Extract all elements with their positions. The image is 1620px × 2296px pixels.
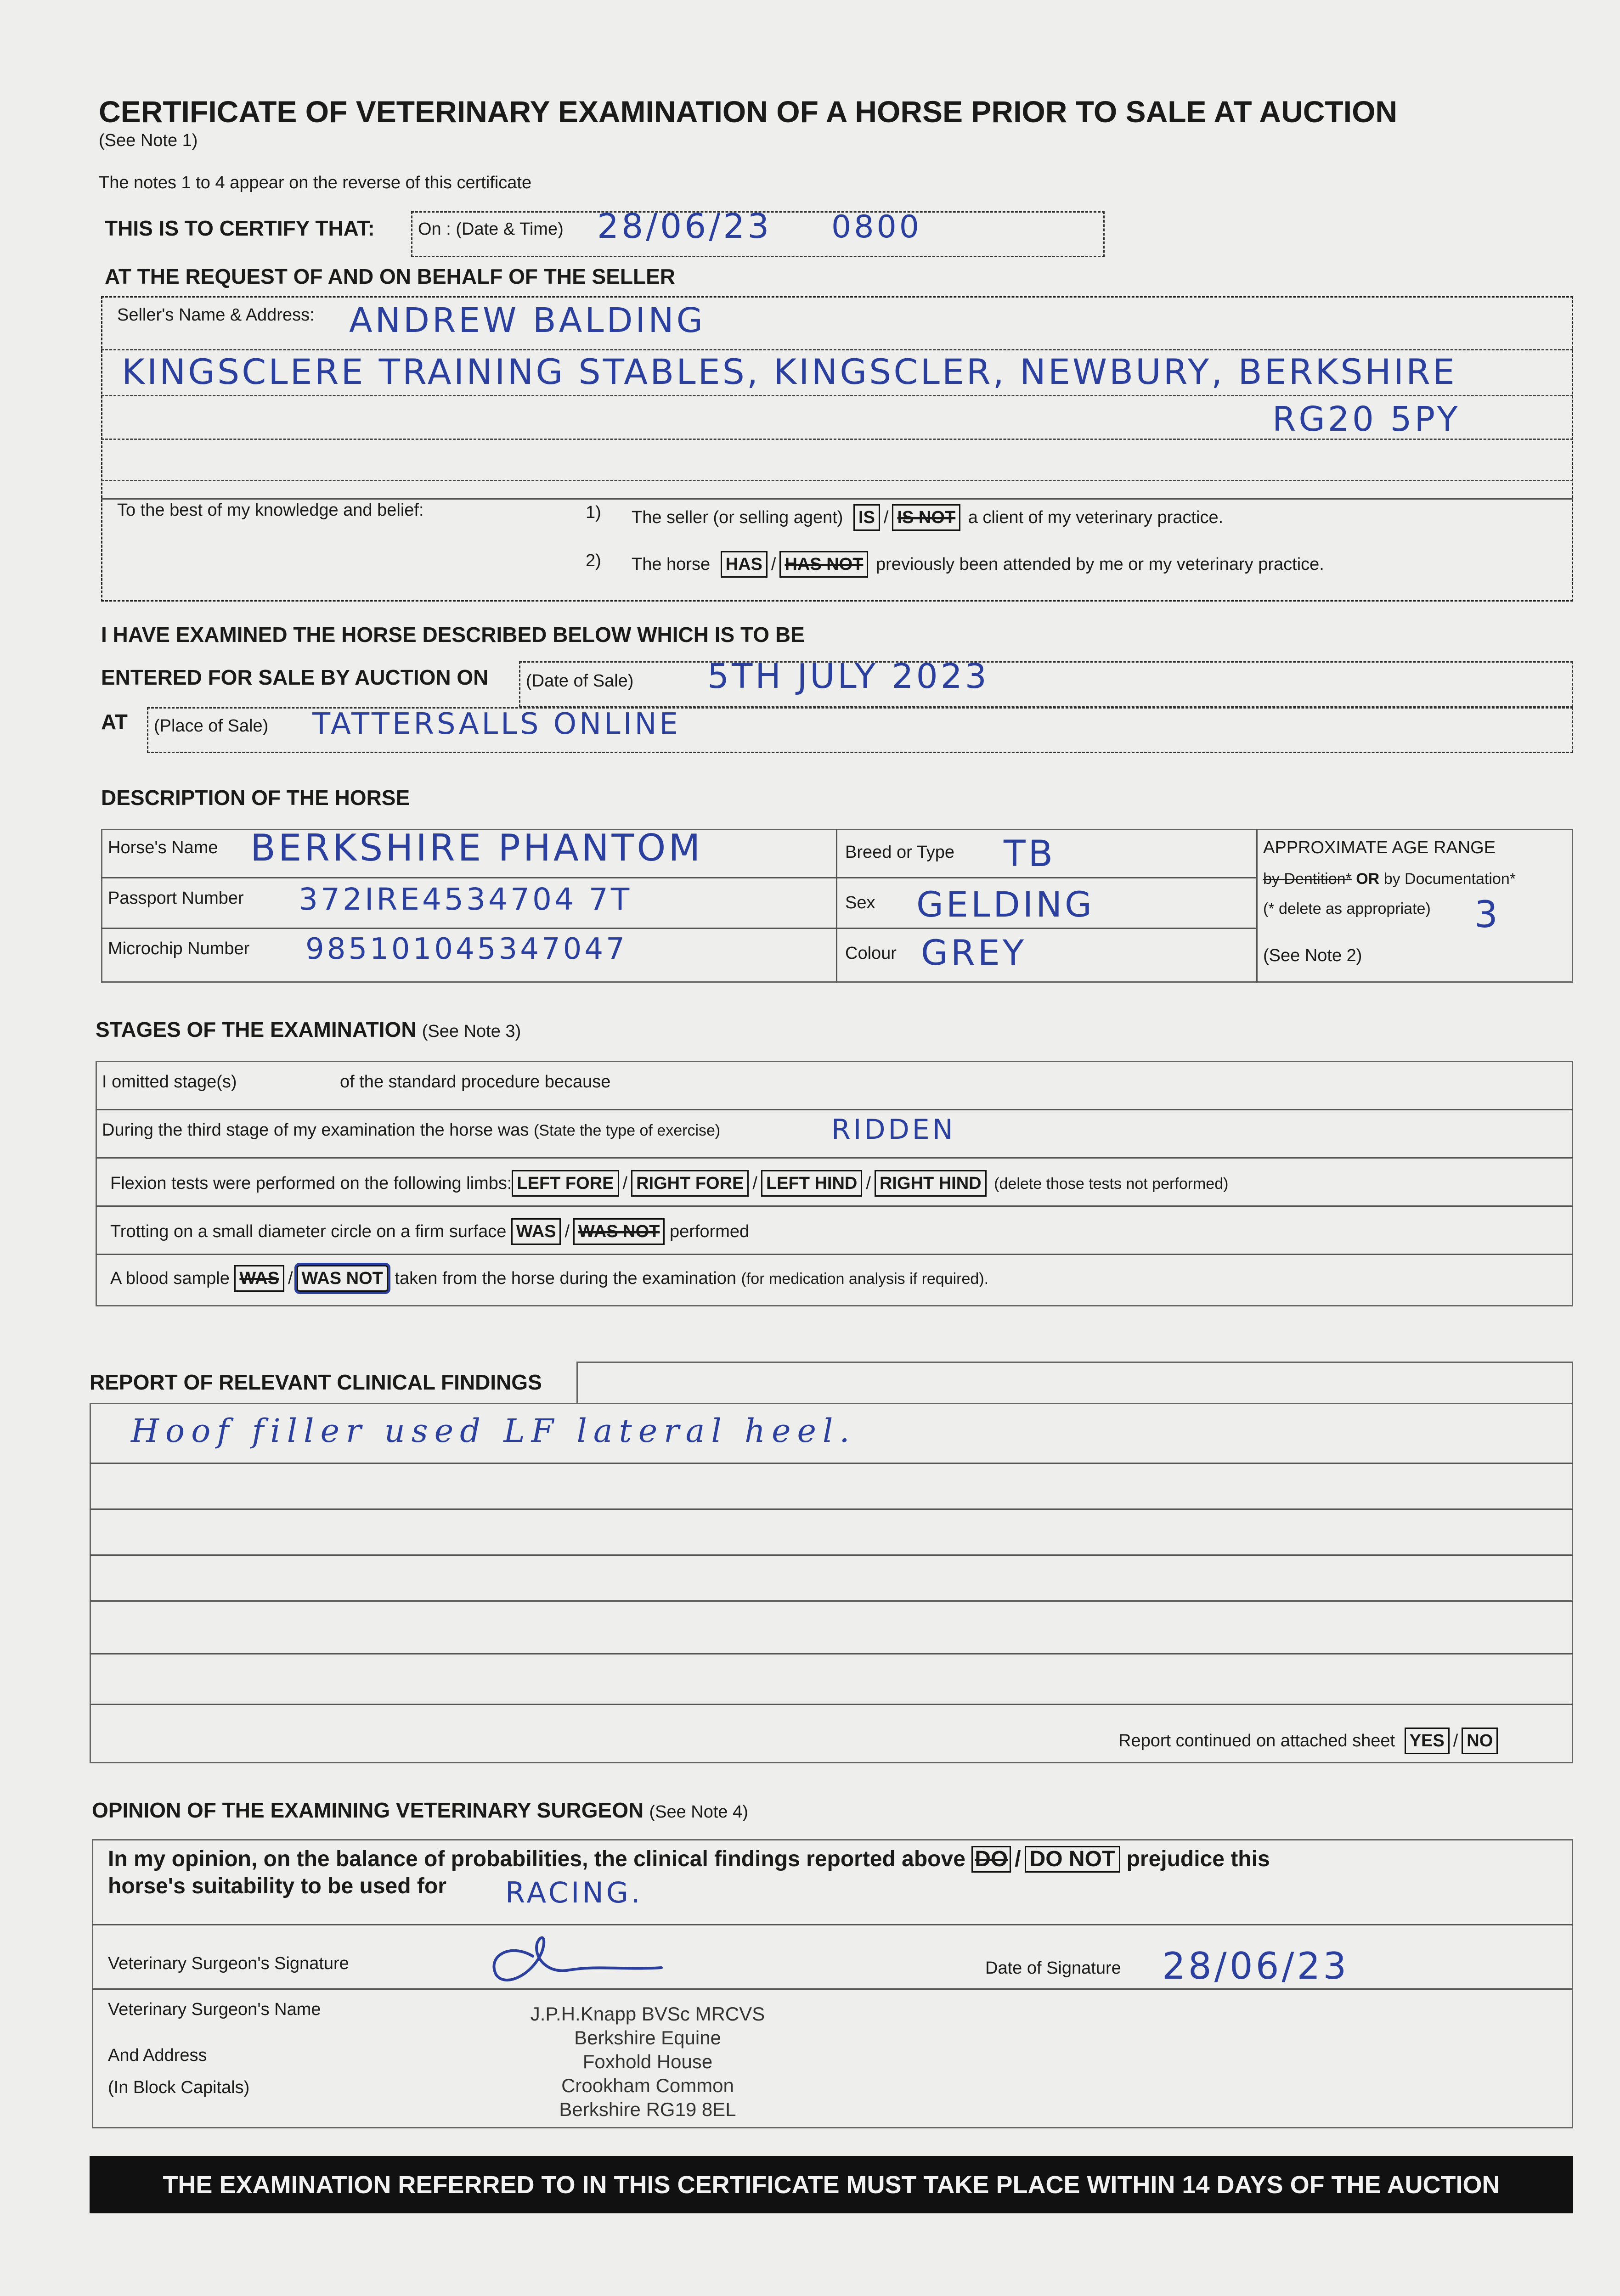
- blood-option-was[interactable]: WAS: [234, 1265, 284, 1292]
- opinion-text-line1: In my opinion, on the balance of probabilities, the clinical findings reported above DO / DO NOT prejudice this: [108, 1846, 1270, 1873]
- date-of-signature-value[interactable]: 28/06/23: [1162, 1945, 1349, 1987]
- blood-row: A blood sample WAS / WAS NOT taken from the horse during the examination (for medication analysis if required).: [110, 1265, 988, 1292]
- seller-line-4: [101, 480, 1573, 481]
- stages-divider-4: [96, 1254, 1573, 1255]
- opinion-heading: OPINION OF THE EXAMINING VETERINARY SURGEON: [92, 1798, 644, 1822]
- stages-heading-row: [96, 1017, 521, 1042]
- sale-place-value: TATTERSALLS ONLINE: [312, 707, 681, 741]
- blood-label: A blood sample: [110, 1269, 230, 1288]
- vet-name-label: Veterinary Surgeon's Name: [108, 2000, 321, 2019]
- age-heading: APPROXIMATE AGE RANGE: [1263, 838, 1496, 857]
- on-date-time-label: On : (Date & Time): [418, 219, 564, 239]
- third-stage-value[interactable]: RIDDEN: [831, 1114, 956, 1146]
- opinion-option-do-not[interactable]: DO NOT: [1025, 1846, 1121, 1873]
- trot-option-was[interactable]: WAS: [511, 1218, 561, 1245]
- opinion-heading-row: [92, 1798, 748, 1823]
- report-line-3: [90, 1554, 1573, 1556]
- date-of-signature-label: Date of Signature: [985, 1958, 1121, 1978]
- report-line-5: [90, 1653, 1573, 1654]
- third-stage-label: During the third stage of my examination the horse was: [102, 1120, 529, 1140]
- limb-right-hind[interactable]: RIGHT HIND: [875, 1170, 987, 1197]
- report-heading: REPORT OF RELEVANT CLINICAL FINDINGS: [90, 1370, 542, 1394]
- colour-value[interactable]: GREY: [921, 932, 1027, 973]
- age-value[interactable]: 3: [1474, 893, 1501, 936]
- vet-stamp-line-3: Foxhold House: [582, 2051, 713, 2072]
- desc-row-divider-2: [101, 928, 1256, 929]
- omitted-post: of the standard procedure because: [340, 1072, 611, 1092]
- continued-option-yes[interactable]: YES: [1405, 1728, 1450, 1754]
- footer-banner: [90, 2156, 1573, 2213]
- age-see-note: (See Note 2): [1263, 946, 1362, 965]
- microchip-value[interactable]: 985101045347047: [305, 932, 627, 966]
- opinion-divider-2: [92, 1988, 1573, 1990]
- horse-attended-row: The horse HAS / HAS NOT previously been attended by me or my veterinary practice.: [632, 551, 1324, 578]
- stages-divider-3: [96, 1205, 1573, 1207]
- vet-address-label: And Address: [108, 2046, 207, 2065]
- opinion-see-note: (See Note 4): [649, 1802, 748, 1822]
- vet-stamp-line-4: Crookham Common: [561, 2075, 734, 2096]
- omitted-pre: I omitted stage(s): [102, 1072, 237, 1092]
- sale-date-field[interactable]: [519, 661, 1573, 707]
- item2-post: previously been attended by me or my veterinary practice.: [876, 555, 1324, 574]
- passport-label: Passport Number: [108, 889, 244, 908]
- desc-col-divider-2: [1256, 829, 1258, 983]
- trotting-label: Trotting on a small diameter circle on a firm surface: [110, 1222, 507, 1241]
- colour-label: Colour: [845, 944, 897, 963]
- sale-date-value: 5TH JULY 2023: [707, 657, 989, 696]
- opinion-text-line2: horse's suitability to be used for: [108, 1874, 446, 1898]
- age-or: OR: [1356, 870, 1380, 888]
- suitability-use-value[interactable]: RACING.: [505, 1876, 643, 1909]
- breed-label: Breed or Type: [845, 843, 955, 862]
- item1-post: a client of my veterinary practice.: [968, 508, 1224, 527]
- age-delete-note: (* delete as appropriate): [1263, 900, 1431, 917]
- clinical-finding-text: Hoof filler used LF lateral heel.: [131, 1412, 856, 1450]
- trotting-row: Trotting on a small diameter circle on a firm surface WAS / WAS NOT performed: [110, 1218, 749, 1245]
- vet-stamp-line-2: Berkshire Equine: [574, 2027, 721, 2048]
- report-line-4: [90, 1600, 1573, 1602]
- flexion-row: Flexion tests were performed on the following limbs: LEFT FORE / RIGHT FORE / LEFT HIND / RIGHT HIND (delete those tests not performed): [110, 1170, 1228, 1197]
- option-has-not[interactable]: HAS NOT: [779, 551, 868, 578]
- vet-signature-mark[interactable]: [478, 1924, 671, 1988]
- report-line-6: [90, 1704, 1573, 1705]
- item1-pre: The seller (or selling agent): [632, 508, 843, 527]
- exam-date-value: 28/06/23: [597, 207, 772, 246]
- stages-heading: STAGES OF THE EXAMINATION: [96, 1018, 417, 1041]
- report-continued-row: Report continued on attached sheet YES / NO: [1118, 1728, 1498, 1754]
- footer-banner-text: THE EXAMINATION REFERRED TO IN THIS CERTIFICATE MUST TAKE PLACE WITHIN 14 DAYS OF THE AUCTION: [163, 2171, 1500, 2199]
- report-line-2: [90, 1508, 1573, 1510]
- vet-stamp-line-5: Berkshire RG19 8EL: [559, 2099, 736, 2120]
- third-stage-row: [102, 1120, 720, 1140]
- title-see-note: (See Note 1): [99, 131, 198, 150]
- certify-label: THIS IS TO CERTIFY THAT:: [105, 216, 375, 240]
- knowledge-label: To the best of my knowledge and belief:: [117, 501, 424, 520]
- seller-address-line1[interactable]: KINGSCLERE TRAINING STABLES, KINGSCLER, NEWBURY, BERKSHIRE: [122, 351, 1457, 392]
- microchip-label: Microchip Number: [108, 939, 250, 958]
- breed-value[interactable]: TB: [1004, 833, 1056, 875]
- trot-post: performed: [669, 1222, 750, 1241]
- item2-number: 2): [586, 551, 601, 570]
- sex-value[interactable]: GELDING: [916, 884, 1095, 925]
- blood-post: taken from the horse during the examination: [395, 1269, 736, 1288]
- option-is[interactable]: IS: [853, 504, 880, 531]
- blood-option-was-not[interactable]: WAS NOT: [297, 1265, 388, 1292]
- blood-note: (for medication analysis if required).: [741, 1270, 989, 1288]
- age-by-documentation[interactable]: by Documentation*: [1383, 870, 1516, 888]
- age-by-dentition[interactable]: by Dentition*: [1263, 870, 1352, 888]
- option-has[interactable]: HAS: [721, 551, 768, 578]
- opinion-option-do[interactable]: DO: [971, 1846, 1011, 1873]
- entered-label: ENTERED FOR SALE BY AUCTION ON: [101, 665, 489, 689]
- seller-line-2: [101, 395, 1573, 396]
- opinion-text-post: prejudice this: [1126, 1847, 1270, 1871]
- certificate-title: CERTIFICATE OF VETERINARY EXAMINATION OF A HORSE PRIOR TO SALE AT AUCTION: [99, 95, 1398, 129]
- report-line-1: [90, 1463, 1573, 1464]
- opinion-divider-1: [92, 1924, 1573, 1925]
- seller-client-row: The seller (or selling agent) IS / IS NOT a client of my veterinary practice.: [632, 504, 1223, 531]
- sex-label: Sex: [845, 893, 875, 912]
- desc-row-divider-1: [101, 877, 1256, 878]
- flexion-note: (delete those tests not performed): [994, 1175, 1229, 1193]
- third-stage-hint: (State the type of exercise): [533, 1122, 721, 1139]
- age-method-row: [1263, 870, 1516, 888]
- signature-label: Veterinary Surgeon's Signature: [108, 1954, 349, 1973]
- trot-option-was-not[interactable]: WAS NOT: [573, 1218, 665, 1245]
- limb-right-fore[interactable]: RIGHT FORE: [631, 1170, 749, 1197]
- knowledge-divider: [101, 498, 1573, 500]
- vet-stamp-line-1: J.P.H.Knapp BVSc MRCVS: [530, 2003, 765, 2025]
- seller-name-value[interactable]: ANDREW BALDING: [349, 301, 706, 340]
- horse-name-label: Horse's Name: [108, 838, 218, 857]
- notes-line: The notes 1 to 4 appear on the reverse of this certificate: [99, 173, 532, 192]
- request-label: AT THE REQUEST OF AND ON BEHALF OF THE SELLER: [105, 264, 675, 288]
- vet-stamp: [478, 2002, 818, 2122]
- option-is-not[interactable]: IS NOT: [892, 504, 960, 531]
- limb-left-hind[interactable]: LEFT HIND: [761, 1170, 862, 1197]
- desc-col-divider-1: [836, 829, 837, 983]
- opinion-text-pre: In my opinion, on the balance of probabilities, the clinical findings reported above: [108, 1847, 965, 1871]
- item2-pre: The horse: [632, 555, 711, 574]
- seller-line-1: [101, 349, 1573, 350]
- item1-number: 1): [586, 503, 601, 522]
- stages-see-note: (See Note 3): [422, 1022, 521, 1041]
- stages-divider-1: [96, 1109, 1573, 1110]
- seller-address-line2[interactable]: RG20 5PY: [1272, 400, 1461, 439]
- exam-time-value: 0800: [831, 209, 922, 245]
- horse-name-value[interactable]: BERKSHIRE PHANTOM: [250, 827, 703, 869]
- seller-name-label: Seller's Name & Address:: [117, 305, 315, 325]
- continued-option-no[interactable]: NO: [1462, 1728, 1498, 1754]
- stages-divider-2: [96, 1157, 1573, 1159]
- limb-left-fore[interactable]: LEFT FORE: [512, 1170, 619, 1197]
- report-area[interactable]: [90, 1403, 1573, 1763]
- at-label: AT: [101, 710, 128, 734]
- sale-place-label: (Place of Sale): [154, 716, 269, 736]
- flexion-label: Flexion tests were performed on the following limbs:: [110, 1174, 512, 1193]
- seller-line-3: [101, 439, 1573, 440]
- sale-date-label: (Date of Sale): [526, 671, 634, 691]
- examined-label: I HAVE EXAMINED THE HORSE DESCRIBED BELOW WHICH IS TO BE: [101, 623, 805, 647]
- description-heading: DESCRIPTION OF THE HORSE: [101, 786, 410, 810]
- report-continued-label: Report continued on attached sheet: [1118, 1731, 1395, 1750]
- block-capitals-label: (In Block Capitals): [108, 2078, 250, 2097]
- report-heading-box: [576, 1362, 1573, 1404]
- passport-value[interactable]: 372IRE4534704 7T: [299, 882, 632, 917]
